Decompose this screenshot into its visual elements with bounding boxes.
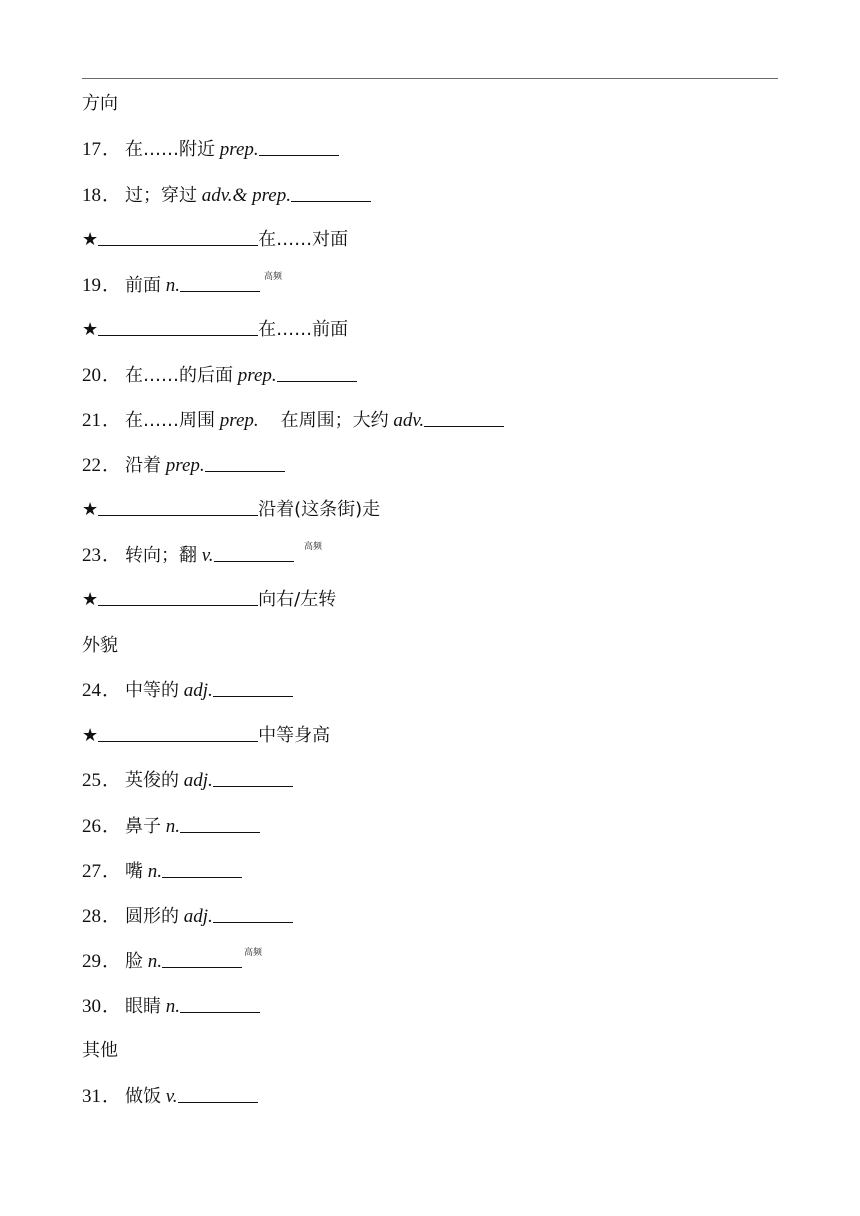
star-icon: ★ [82, 319, 99, 340]
vocab-item-20: 20． 在……的后面 prep. [82, 361, 357, 391]
answer-blank[interactable] [98, 315, 258, 336]
answer-blank[interactable] [98, 721, 258, 742]
vocab-item-24: 24． 中等的 adj. [82, 676, 293, 706]
frequency-tag: 高频 [264, 272, 283, 282]
answer-blank[interactable] [180, 812, 260, 833]
vocab-item-22: 22． 沿着 prep. [82, 451, 285, 481]
vocab-item-21: 21． 在……周围 prep. 在周围；大约 adv. [82, 406, 504, 436]
vocab-item-31: 31． 做饭 v. [82, 1082, 258, 1112]
answer-blank[interactable] [178, 1082, 258, 1103]
vocab-item-19: 19． 前面 n. [82, 271, 260, 301]
answer-blank[interactable] [259, 135, 339, 156]
phrase-item-1: ★ 在……对面 [82, 225, 348, 255]
vocab-item-30: 30． 眼睛 n. [82, 992, 260, 1022]
vocab-item-27: 27． 嘴 n. [82, 857, 242, 887]
vocab-item-17: 17． 在……附近 prep. [82, 135, 339, 165]
answer-blank[interactable] [98, 225, 258, 246]
answer-blank[interactable] [98, 585, 258, 606]
answer-blank[interactable] [205, 451, 285, 472]
frequency-tag: 高频 [244, 948, 263, 958]
vocab-item-23: 23． 转向；翻 v. [82, 541, 294, 571]
answer-blank[interactable] [180, 271, 260, 292]
section-heading-appearance: 外貌 [82, 635, 118, 656]
answer-blank[interactable] [213, 766, 293, 787]
star-icon: ★ [82, 589, 99, 610]
answer-blank[interactable] [214, 541, 294, 562]
answer-blank[interactable] [162, 857, 242, 878]
answer-blank[interactable] [424, 406, 504, 427]
answer-blank[interactable] [213, 676, 293, 697]
star-icon: ★ [82, 725, 99, 746]
answer-blank[interactable] [180, 992, 260, 1013]
vocab-item-25: 25． 英俊的 adj. [82, 766, 293, 796]
vocab-item-18: 18． 过；穿过 adv.& prep. [82, 181, 371, 211]
section-heading-other: 其他 [82, 1040, 118, 1061]
star-icon: ★ [82, 229, 99, 250]
vocab-item-28: 28． 圆形的 adj. [82, 902, 293, 932]
frequency-tag: 高频 [304, 542, 323, 552]
phrase-item-5: ★ 中等身高 [82, 721, 330, 751]
answer-blank[interactable] [213, 902, 293, 923]
section-heading-direction: 方向 [82, 93, 118, 114]
vocab-item-26: 26． 鼻子 n. [82, 812, 260, 842]
phrase-item-3: ★ 沿着(这条街)走 [82, 495, 380, 525]
answer-blank[interactable] [162, 947, 242, 968]
answer-blank[interactable] [291, 181, 371, 202]
vocab-item-29: 29． 脸 n. [82, 947, 242, 977]
answer-blank[interactable] [98, 495, 258, 516]
answer-blank[interactable] [277, 361, 357, 382]
phrase-item-2: ★ 在……前面 [82, 315, 348, 345]
phrase-item-4: ★ 向右/左转 [82, 585, 336, 615]
star-icon: ★ [82, 499, 99, 520]
header-rule [82, 78, 778, 79]
